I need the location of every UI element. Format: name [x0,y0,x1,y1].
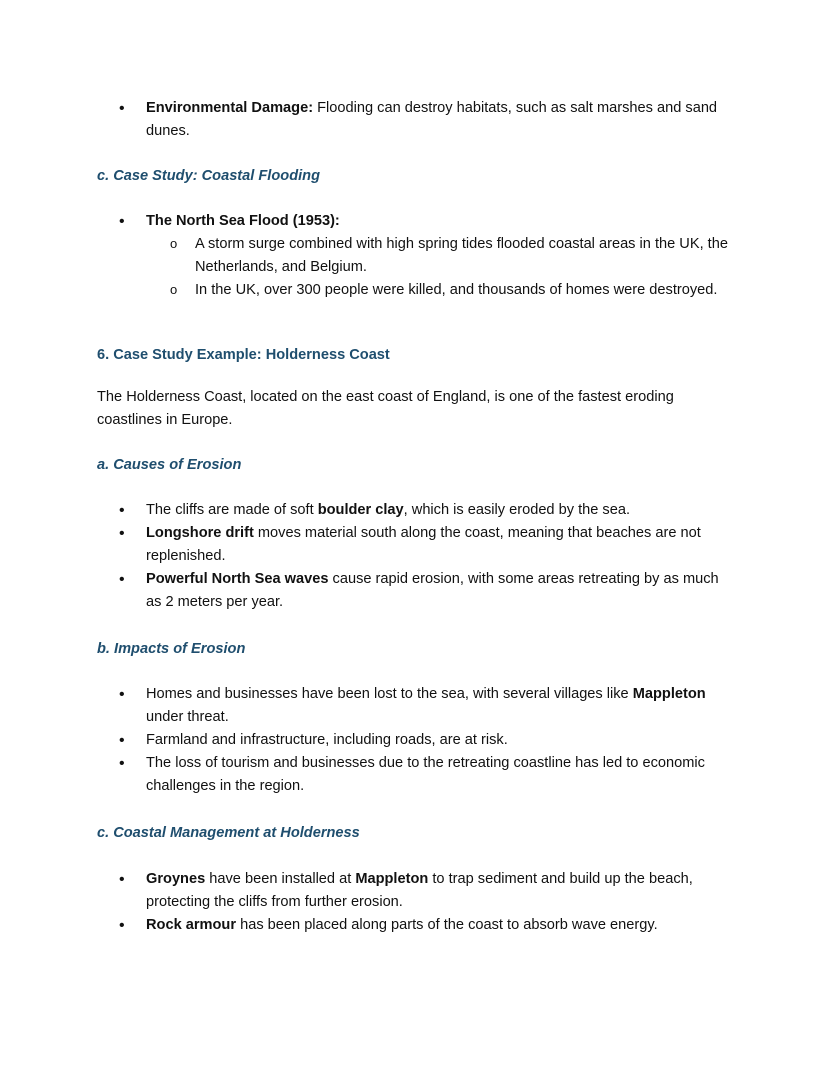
list-item: • The cliffs are made of soft boulder clay, which is easily eroded by the sea. [97,499,737,522]
list-item: • Environmental Damage: Flooding can destroy habitats, such as salt marshes and sand dunes. [97,97,737,143]
management-list [97,868,737,937]
list-item [97,210,737,302]
sub-list [146,233,737,302]
list-item: • Homes and businesses have been lost to the sea, with several villages like Mappleton under threat. [97,683,737,729]
impacts-list [97,683,737,798]
list-item: • Groynes have been installed at Mappleton to trap sediment and build up the beach, protecting the cliffs from further erosion. [97,868,737,914]
subheading-causes: a. Causes of Erosion [97,457,242,473]
section-heading-holderness: 6. Case Study Example: Holderness Coast [97,347,390,363]
flood-list [97,210,737,302]
causes-list [97,499,737,614]
subheading-coastal-flooding: c. Case Study: Coastal Flooding [97,168,320,184]
list-item: • The loss of tourism and businesses due to the retreating coastline has led to economic challenges in the region. [97,752,737,798]
sub-list-item: o In the UK, over 300 people were killed, and thousands of homes were destroyed. [146,279,737,302]
intro-paragraph: The Holderness Coast, located on the east coast of England, is one of the fastest eroding coastlines in Europe. [97,389,674,428]
bold-term: The North Sea Flood (1953): [146,213,340,229]
env-damage-list [97,97,737,143]
bold-term: Environmental Damage: [146,100,314,116]
sub-list-item: o A storm surge combined with high spring tides flooded coastal areas in the UK, the Netherlands, and Belgium. [146,233,737,279]
list-item: • Rock armour has been placed along parts of the coast to absorb wave energy. [97,914,737,937]
list-item: • Powerful North Sea waves cause rapid erosion, with some areas retreating by as much as 2 meters per year. [97,568,737,614]
subheading-management: c. Coastal Management at Holderness [97,825,360,841]
list-item: • Farmland and infrastructure, including roads, are at risk. [97,729,737,752]
list-item: • Longshore drift moves material south along the coast, meaning that beaches are not replenished. [97,522,737,568]
subheading-impacts: b. Impacts of Erosion [97,641,246,657]
